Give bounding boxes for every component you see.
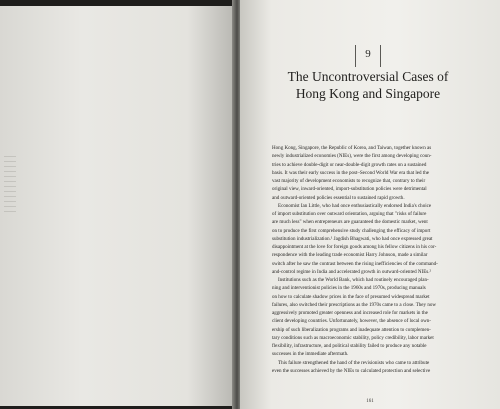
body-line: failures, also switched their prescriptions as the 1970s came to a close. They now — [272, 301, 437, 308]
chapter-rule-right — [380, 45, 381, 67]
body-line: tries to achieve double-digit or near-double-digit growth rates on a sustained — [272, 161, 427, 168]
body-line: and-control regime in India and accelerated growth in outward-oriented NIEs.² — [272, 268, 432, 275]
chapter-number-box — [355, 45, 381, 67]
body-line: are much less" when entrepreneurs are guaranteed the domestic market, went — [272, 219, 428, 226]
chapter-title-line: Hong Kong and Singapore — [295, 86, 441, 101]
body-line: basis. It was their early success in the post–Second World War era that led the — [272, 169, 429, 176]
body-line: switch after he saw the contrast between the rising inefficiencies of the command- — [272, 260, 438, 267]
body-line: even the successes achieved by the NIEs to calculated protection and selective — [272, 367, 431, 374]
page-number: 161 — [366, 399, 374, 404]
body-line: client developing countries. Unfortunately, however, the absence of local own- — [272, 318, 431, 325]
body-line: original view, inward-oriented, import-substitution policies were detrimental — [272, 186, 427, 193]
left-page-bleed-through — [4, 156, 16, 216]
body-line: This failure strengthened the hand of the revisionists who came to attribute — [278, 359, 430, 366]
body-line: disappointment at the love for foreign goods among his fellow citizens in his cor- — [272, 244, 437, 250]
body-line: on to produce the first comprehensive study challenging the efficacy of import — [272, 227, 431, 234]
chapter-title-line: The Uncontroversial Cases of — [287, 69, 449, 84]
chapter-number: 9 — [365, 48, 371, 60]
body-line: on how to calculate shadow prices in the face of presumed widespread market — [272, 293, 430, 300]
body-line: ning and interventionist policies in the 1960s and 1970s, producing manuals — [272, 285, 426, 292]
body-text — [272, 144, 478, 375]
body-line: Hong Kong, Singapore, the Republic of Korea, and Taiwan, together known as — [272, 145, 432, 151]
body-line: and outward-oriented policies essential to sustained rapid growth. — [272, 194, 405, 201]
body-line: respondence with the leading trade economist Harry Johnson, made a similar — [272, 252, 428, 259]
chapter-title — [268, 68, 468, 102]
body-line: Institutions such as the World Bank, which had routinely encouraged plan- — [278, 277, 429, 283]
body-line: vast majority of development economists to recognize that, contrary to their — [272, 178, 426, 184]
left-page — [0, 6, 234, 406]
body-line: Economist Ian Little, who had once enthusiastically endorsed India's choice — [278, 202, 432, 209]
body-line: substitution industrialization.¹ Jagdish Bhagwati, who had once expressed great — [272, 235, 433, 242]
body-line: successes in the immediate aftermath. — [272, 351, 349, 358]
body-line: flexibility, infrastructure, and political stability failed to produce any notable — [272, 343, 427, 349]
body-line: of import substitution over outward orientation, arguing that "risks of failure — [272, 211, 427, 217]
body-line: tary conditions such as macroeconomic stability, policy credibility, labor market — [272, 334, 434, 341]
body-line: aggressively promoted greater openness and increased role for markets in the — [272, 310, 428, 316]
body-line: ership of such liberalization programs and inadequate attention to complemen- — [272, 326, 431, 333]
body-line: newly industrialized economies (NIEs), were the first among developing coun- — [272, 153, 432, 160]
